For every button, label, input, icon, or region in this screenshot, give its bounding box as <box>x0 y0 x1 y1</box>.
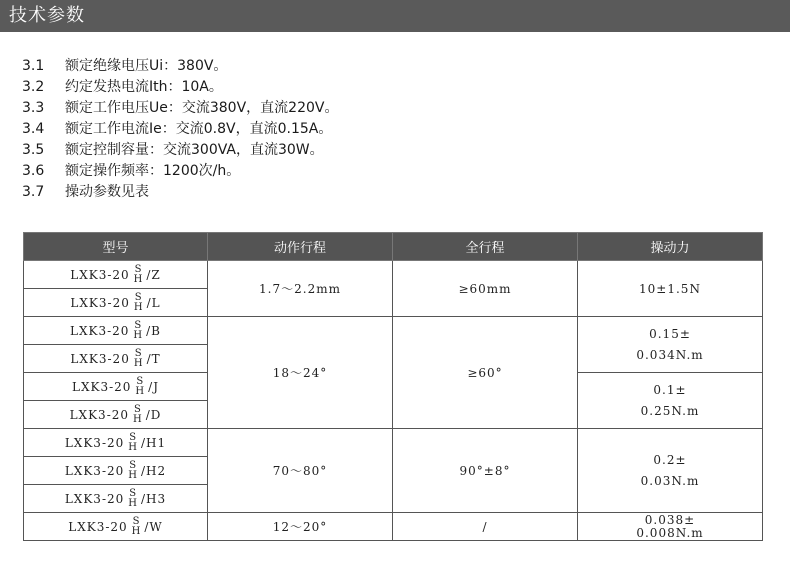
model-prefix: LXK3-20 <box>64 491 125 506</box>
stroke-cell: 18～24° <box>208 317 393 429</box>
force-cell <box>578 373 763 429</box>
force-cell <box>578 429 763 513</box>
full-stroke-cell: ≥60° <box>393 317 578 429</box>
model-suffix: /B <box>146 323 162 338</box>
model-h: H <box>128 497 138 509</box>
spec-item <box>22 98 338 119</box>
model-prefix: LXK3-20 <box>70 351 130 366</box>
force-line2: 0.008N.m <box>636 525 704 540</box>
model-suffix: /D <box>145 407 162 422</box>
header-model: 型号 <box>24 233 208 261</box>
model-prefix: LXK3-20 <box>69 407 130 422</box>
model-s: S <box>136 375 145 387</box>
force-line1: 10±1.5N <box>639 281 701 296</box>
model-suffix: /H2 <box>141 463 167 478</box>
model-cell <box>24 513 208 541</box>
spec-number: 3.6 <box>22 163 45 179</box>
model-cell <box>24 345 208 373</box>
model-h: H <box>128 441 138 453</box>
model-s: S <box>132 515 141 527</box>
model-s: S <box>133 403 142 415</box>
model-suffix: /T <box>146 351 161 366</box>
spec-number: 3.2 <box>22 79 45 95</box>
full-stroke-cell: / <box>393 513 578 541</box>
stroke-cell: 1.7～2.2mm <box>208 261 393 317</box>
spec-text: 额定工作电流Ie：交流0.8V，直流0.15A。 <box>65 121 333 137</box>
model-prefix: LXK3-20 <box>71 379 132 394</box>
model-h: H <box>128 469 138 481</box>
spec-item <box>22 56 338 77</box>
model-suffix: /W <box>144 519 163 534</box>
model-prefix: LXK3-20 <box>70 267 130 282</box>
spec-item <box>22 119 338 140</box>
model-s: S <box>129 487 138 499</box>
force-line2: 0.25N.m <box>640 403 700 418</box>
force-line1: 0.038± <box>644 512 696 527</box>
model-h: H <box>131 525 142 537</box>
model-suffix: /H1 <box>141 435 167 450</box>
model-s: S <box>134 319 143 331</box>
model-prefix: LXK3-20 <box>69 323 130 338</box>
model-cell <box>24 485 208 513</box>
model-cell <box>24 289 208 317</box>
model-h: H <box>135 385 146 397</box>
section-title: 技术参数 <box>9 5 85 26</box>
full-stroke-cell: 90°±8° <box>393 429 578 513</box>
table-row <box>24 261 763 289</box>
spec-list <box>22 56 338 203</box>
model-h: H <box>133 357 144 369</box>
model-prefix: LXK3-20 <box>64 435 125 450</box>
model-h: H <box>133 301 144 313</box>
spec-number: 3.1 <box>22 58 45 74</box>
model-cell <box>24 429 208 457</box>
force-line1: 0.15± <box>649 326 691 341</box>
spec-number: 3.5 <box>22 142 45 158</box>
table-header-row <box>24 233 763 261</box>
stroke-cell: 12～20° <box>208 513 393 541</box>
spec-item <box>22 140 338 161</box>
stroke-cell: 70～80° <box>208 429 393 513</box>
table-row <box>24 317 763 345</box>
model-cell <box>24 373 208 401</box>
spec-number: 3.4 <box>22 121 45 137</box>
spec-item <box>22 182 338 203</box>
model-cell <box>24 317 208 345</box>
header-stroke: 动作行程 <box>208 233 393 261</box>
model-cell <box>24 401 208 429</box>
force-line2: 0.034N.m <box>636 347 704 362</box>
model-h: H <box>133 273 144 285</box>
model-prefix: LXK3-20 <box>70 295 130 310</box>
spec-text: 额定操作频率：1200次/h。 <box>65 163 241 179</box>
model-s: S <box>134 263 143 275</box>
model-suffix: /Z <box>146 267 161 282</box>
spec-text: 约定发热电流Ith：10A。 <box>65 79 223 95</box>
spec-number: 3.3 <box>22 100 45 116</box>
spec-item <box>22 77 338 98</box>
spec-item <box>22 161 338 182</box>
model-prefix: LXK3-20 <box>68 519 128 534</box>
table-row <box>24 513 763 541</box>
force-line1: 0.1± <box>653 382 687 397</box>
model-suffix: /J <box>148 379 160 394</box>
model-cell <box>24 457 208 485</box>
header-force: 操动力 <box>578 233 763 261</box>
model-s: S <box>134 347 143 359</box>
model-prefix: LXK3-20 <box>64 463 125 478</box>
model-cell <box>24 261 208 289</box>
model-suffix: /H3 <box>141 491 167 506</box>
full-stroke-cell: ≥60mm <box>393 261 578 317</box>
force-cell <box>578 513 763 541</box>
force-cell <box>578 261 763 317</box>
model-s: S <box>134 291 143 303</box>
section-header-bar <box>0 0 790 32</box>
table-row <box>24 429 763 457</box>
force-line1: 0.2± <box>653 452 687 467</box>
model-s: S <box>129 431 138 443</box>
model-suffix: /L <box>146 295 161 310</box>
spec-text: 额定绝缘电压Ui：380V。 <box>65 58 228 74</box>
operating-parameters-table <box>23 232 763 541</box>
spec-number: 3.7 <box>22 184 45 200</box>
header-full-stroke: 全行程 <box>393 233 578 261</box>
spec-text: 额定控制容量：交流300VA，直流30W。 <box>65 142 324 158</box>
spec-text: 操动参数见表 <box>65 184 149 200</box>
force-cell <box>578 317 763 373</box>
spec-text: 额定工作电压Ue：交流380V，直流220V。 <box>65 100 339 116</box>
model-h: H <box>133 413 143 425</box>
model-s: S <box>129 459 138 471</box>
force-line2: 0.03N.m <box>640 473 700 488</box>
model-h: H <box>133 329 144 341</box>
